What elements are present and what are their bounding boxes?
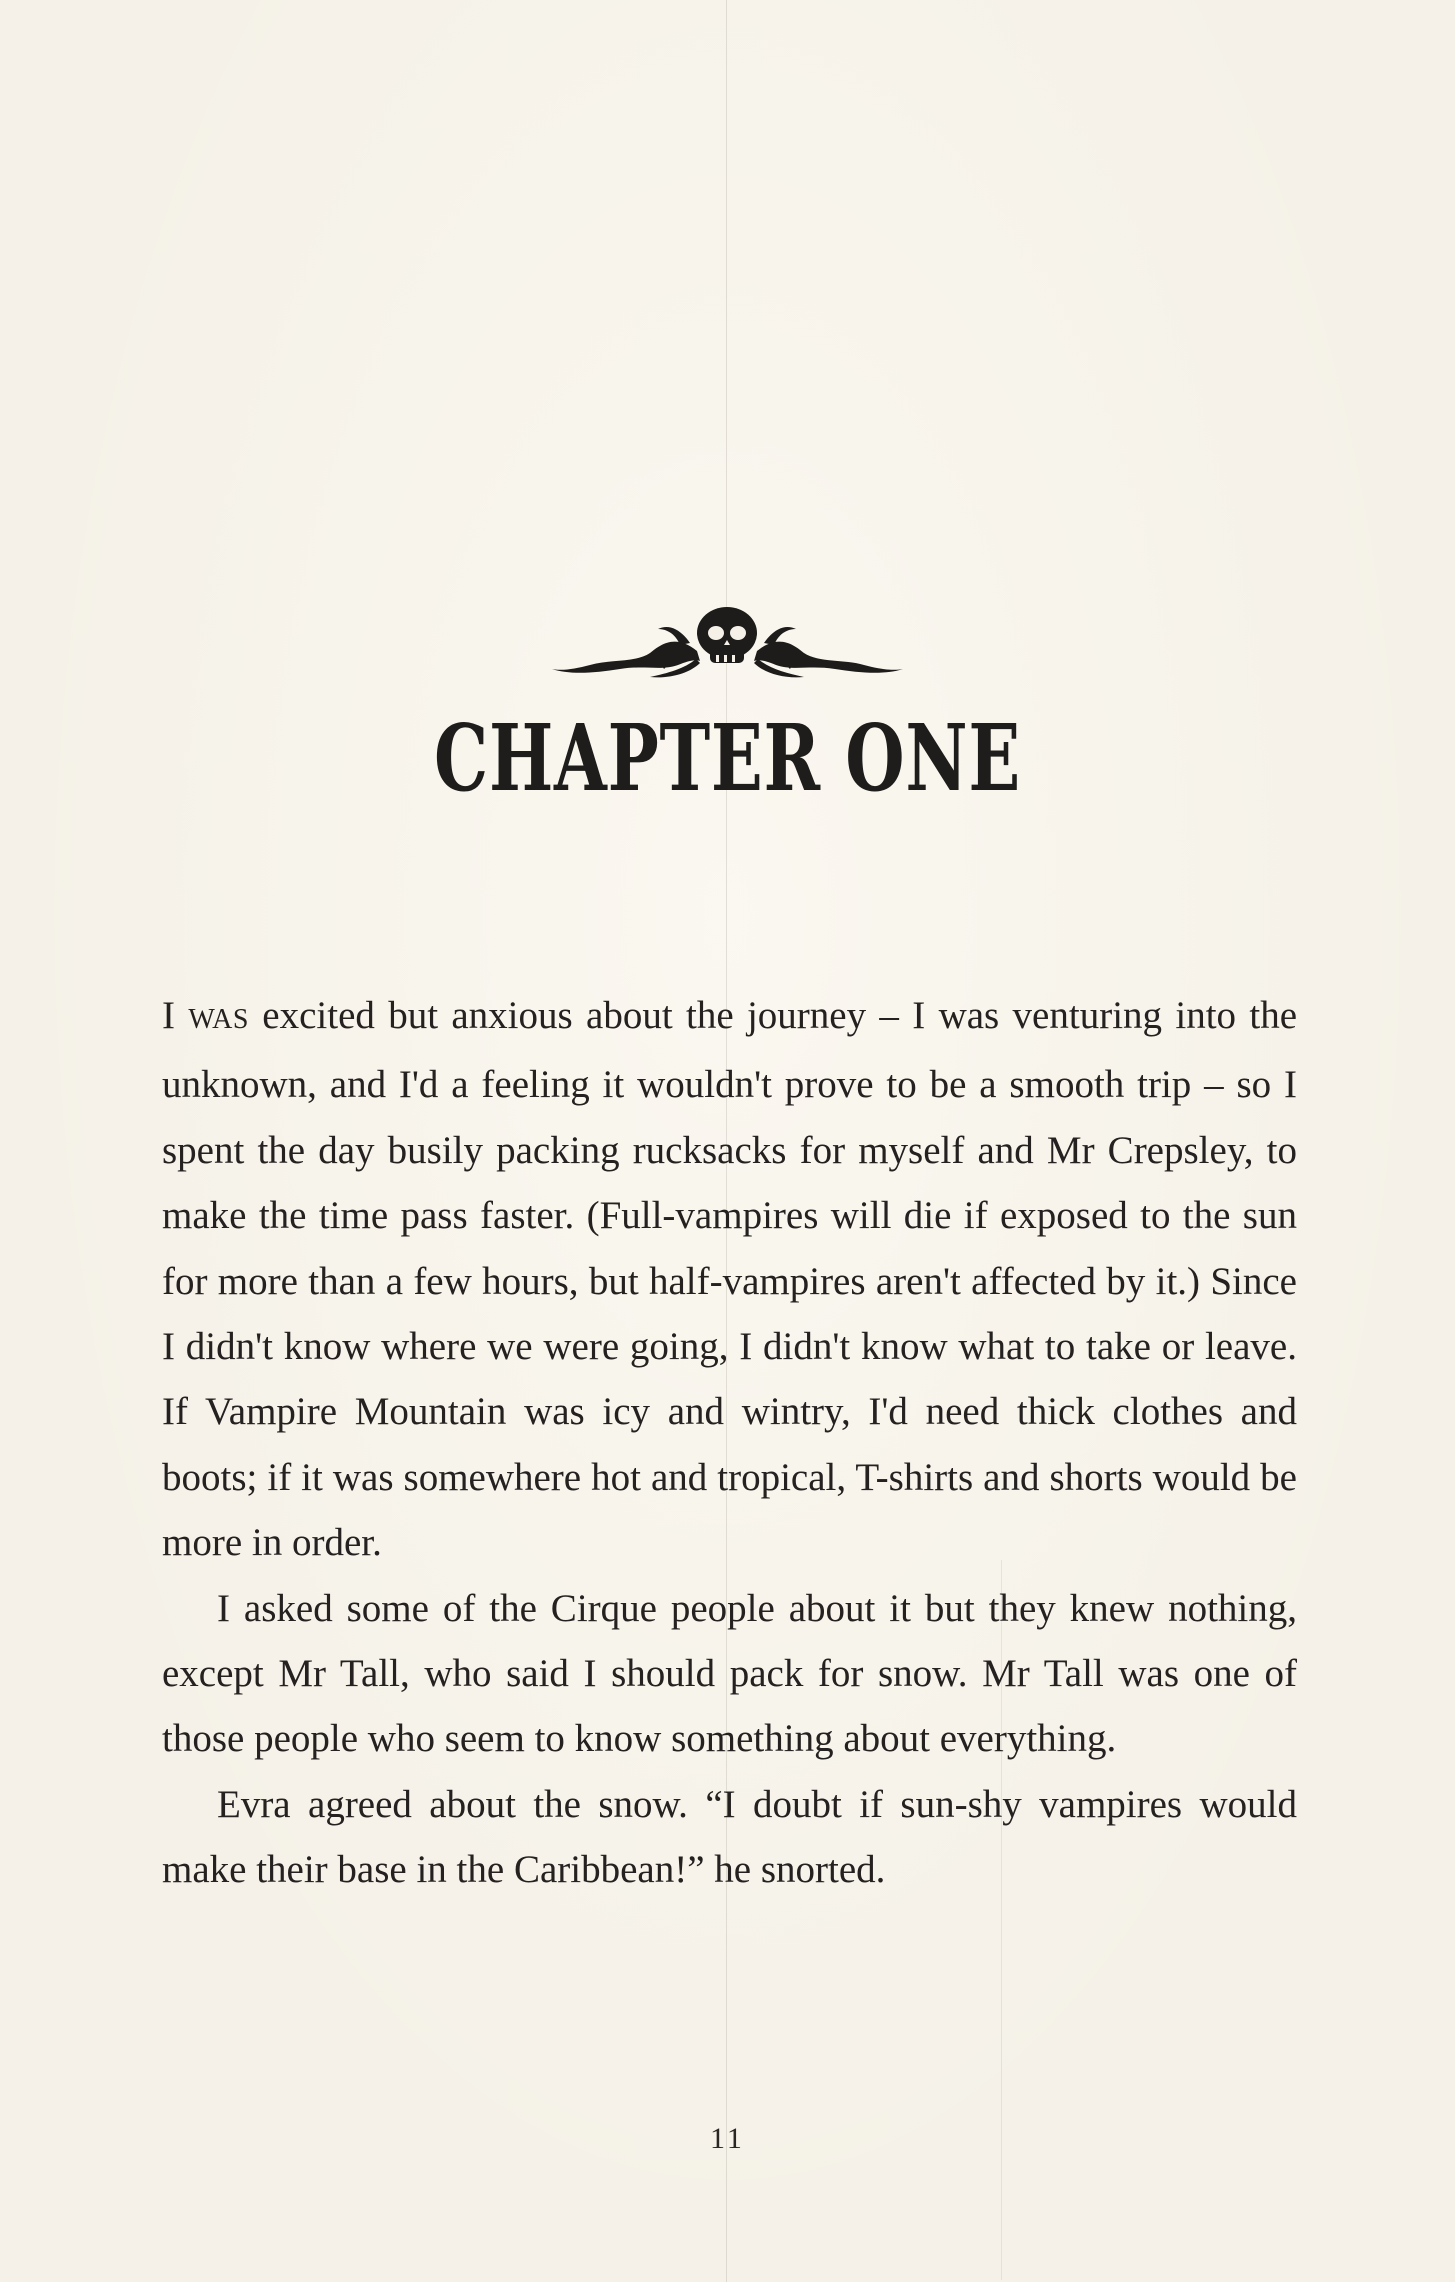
chapter-title: CHAPTER ONE	[434, 704, 1021, 812]
chapter-body	[162, 983, 1297, 1903]
page-number: 11	[710, 2122, 745, 2155]
paragraph-2: I asked some of the Cirque people about it but they knew nothing, except Mr Tall, who said I should pack for snow. Mr Tall was one of those people who seem to know something about everything.	[162, 1586, 1297, 1761]
paragraph-1-lead: I	[162, 994, 189, 1037]
paragraph-1	[162, 983, 1297, 1576]
paragraph-3: Evra agreed about the snow. “I doubt if sun-shy vampires would make their base in the Caribbean!” he snorted.	[162, 1782, 1297, 1892]
skull-ornament-icon	[550, 593, 905, 688]
paragraph-1-smallcaps: WAS	[188, 1004, 249, 1035]
paragraph-1-rest: excited but anxious about the journey – I was venturing into the unknown, and I'd a feeling it wouldn't prove to be a smooth trip – so I spent the day busily packing rucksacks for myself and Mr Crepsley, to make the time pass faster. (Full-vampires will die if exposed to the sun for more than a few hours, but half-vampires aren't affected by it.) Since I didn't know where we were going, I didn't know what to take or leave. If Vampire Mountain was icy and wintry, I'd need thick clothes and boots; if it was somewhere hot and tropical, T-shirts and shorts would be more in order.	[162, 994, 1297, 1565]
